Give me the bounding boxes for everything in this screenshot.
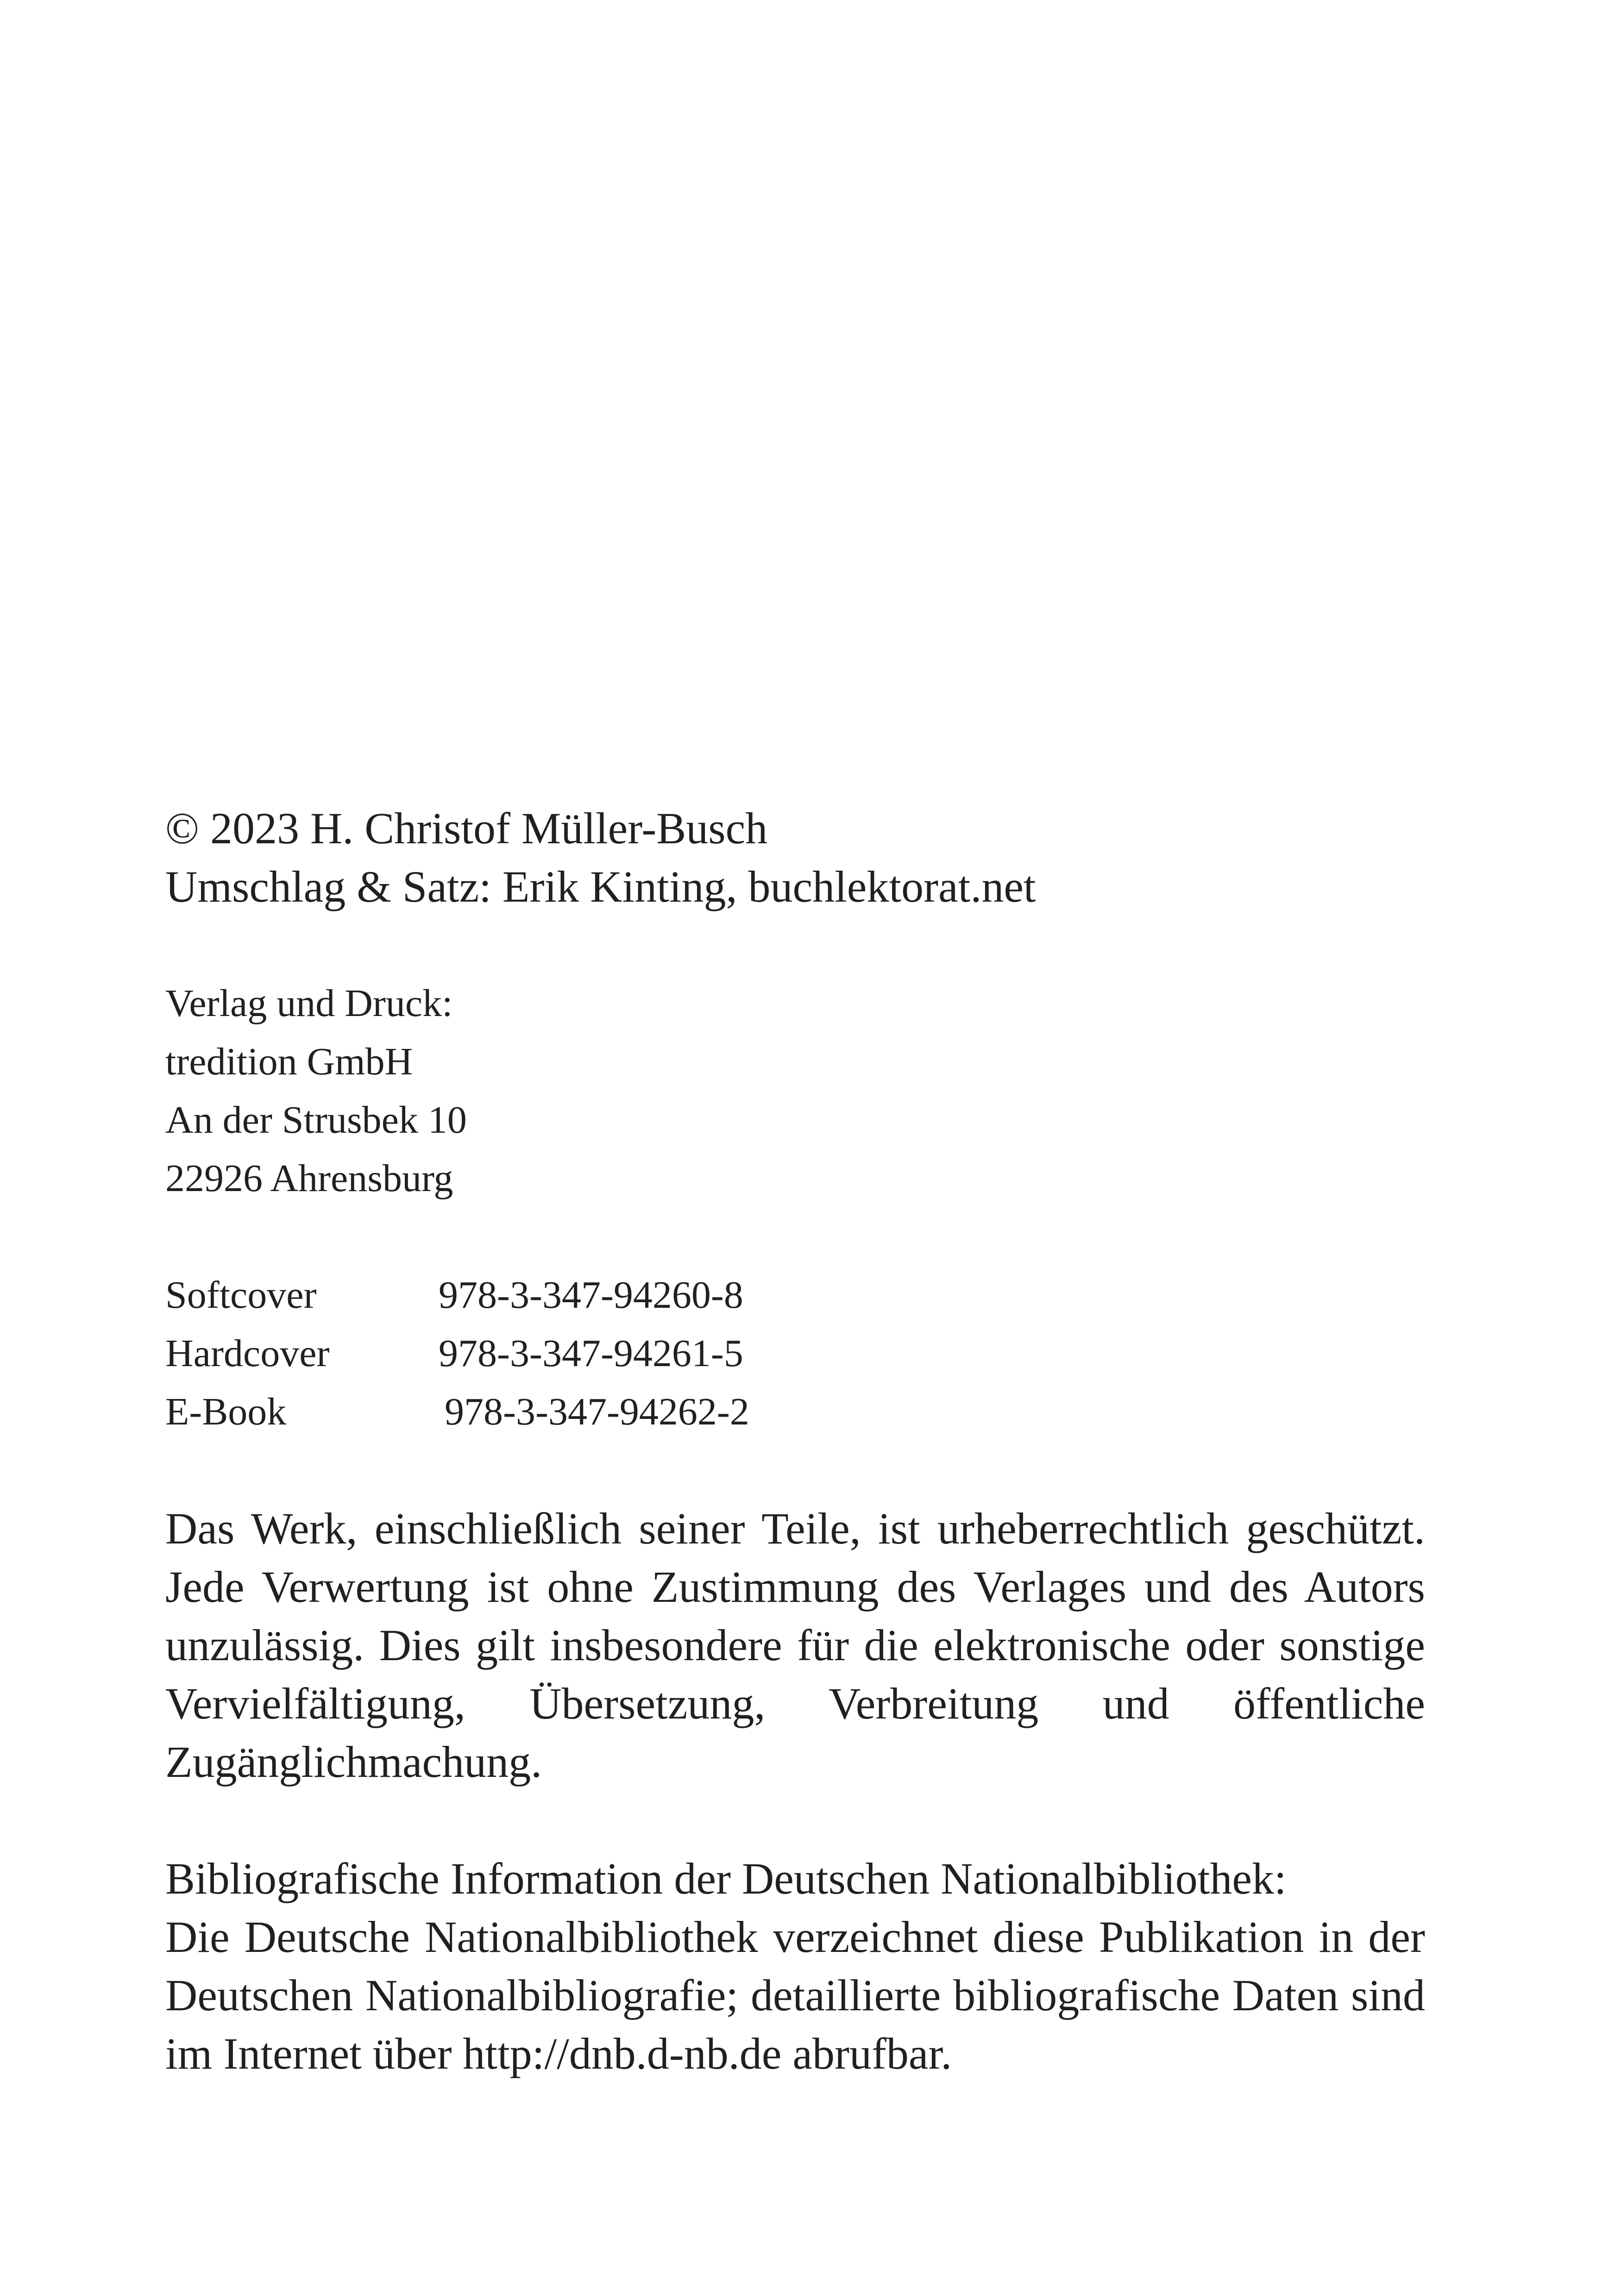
copyright-line: © 2023 H. Christof Müller-Busch bbox=[165, 803, 768, 853]
spacer bbox=[165, 1208, 1425, 1266]
isbn-label: Hardcover bbox=[165, 1332, 330, 1375]
bibliographic-heading: Bibliografische Information der Deutschen Nationalbibliothek: bbox=[165, 1854, 1287, 1903]
isbn-number: 978-3-347-94262-2 bbox=[445, 1390, 749, 1433]
publisher-name: tredition GmbH bbox=[165, 1040, 413, 1083]
bibliographic-paragraph: Die Deutsche Nationalbibliothek verzeichnet diese Publikation in der Deutschen Nationalbibliografie; detaillierte bibliografische Daten sind im Internet über http://dnb.d-nb.de abrufbar. bbox=[165, 1912, 1425, 2078]
spacer bbox=[165, 1441, 1425, 1499]
isbn-label: Softcover bbox=[165, 1273, 317, 1317]
spacer bbox=[165, 1791, 1425, 1850]
spacer bbox=[165, 916, 1425, 974]
publisher-street: An der Strusbek 10 bbox=[165, 1098, 467, 1142]
isbn-row-hardcover bbox=[165, 1324, 1425, 1383]
isbn-number: 978-3-347-94261-5 bbox=[439, 1332, 743, 1375]
imprint-block bbox=[165, 799, 1425, 2083]
cover-design-credit: Umschlag & Satz: Erik Kinting, buchlektorat.net bbox=[165, 862, 1036, 911]
isbn-number: 978-3-347-94260-8 bbox=[439, 1273, 743, 1317]
copyright-notice-paragraph: Das Werk, einschließlich seiner Teile, ist urheberrechtlich geschützt. Jede Verwertung ist ohne Zustimmung des Verlages und des Autors unzulässig. Dies gilt insbesondere für die elektronische oder sonstige Vervielfältigung, Übersetzung, Verbreitung und öffentliche Zugänglichmachung. bbox=[165, 1504, 1425, 1787]
publisher-city: 22926 Ahrensburg bbox=[165, 1157, 453, 1200]
publisher-heading: Verlag und Druck: bbox=[165, 982, 453, 1025]
isbn-row-softcover bbox=[165, 1266, 1425, 1324]
isbn-label: E-Book bbox=[165, 1390, 287, 1433]
isbn-row-ebook bbox=[165, 1383, 1425, 1441]
